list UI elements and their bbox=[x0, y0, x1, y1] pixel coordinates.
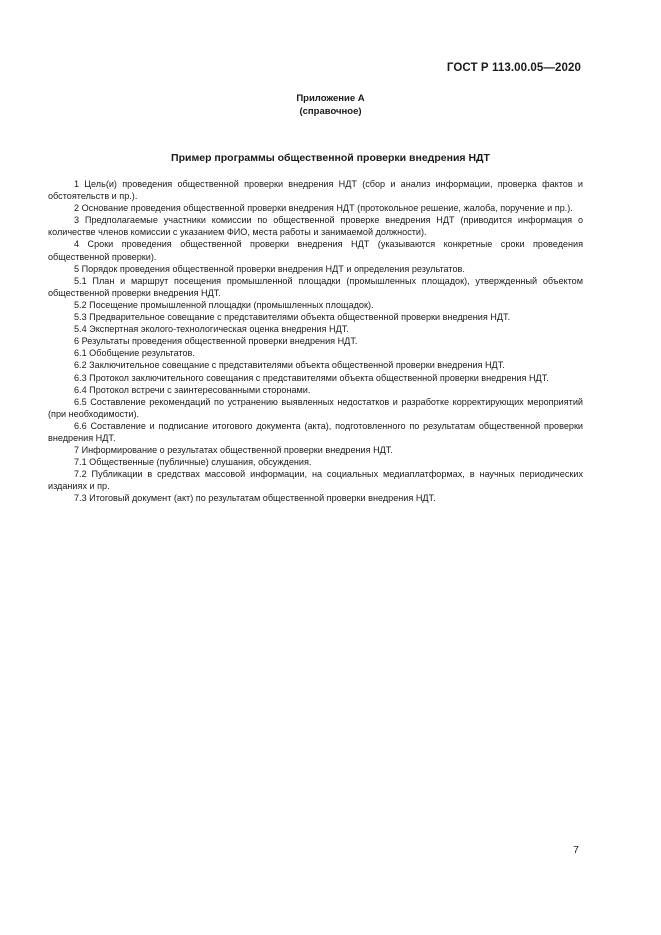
page-number: 7 bbox=[573, 844, 579, 856]
paragraph-6-3: 6.3 Протокол заключительного совещания с представителями объекта общественной проверки внедрения НДТ. bbox=[74, 372, 549, 383]
appendix-heading bbox=[0, 92, 661, 118]
paragraph-5-1: 5.1 План и маршрут посещения промышленной площадки (промышленных площадок), утвержденный объектом общественной проверки внедрения НДТ. bbox=[48, 275, 583, 298]
paragraph-6-6: 6.6 Составление и подписание итогового документа (акта), подготовленного по результатам общественной проверки внедрения НДТ. bbox=[48, 420, 583, 443]
paragraph-6-5: 6.5 Составление рекомендаций по устранению выявленных недостатков и разработке корректирующих мероприятий (при необходимости). bbox=[48, 396, 583, 419]
paragraph-5: 5 Порядок проведения общественной проверки внедрения НДТ и определения результатов. bbox=[74, 263, 465, 274]
paragraph-5-3: 5.3 Предварительное совещание с представителями объекта общественной проверки внедрения НДТ. bbox=[74, 312, 511, 323]
document-title: Пример программы общественной проверки внедрения НДТ bbox=[171, 152, 490, 164]
program-text bbox=[48, 178, 583, 505]
paragraph-7: 7 Информирование о результатах общественной проверки внедрения НДТ. bbox=[74, 445, 393, 456]
paragraph-5-4: 5.4 Экспертная эколого-технологическая оценка внедрения НДТ. bbox=[74, 324, 349, 335]
appendix-type: (справочное) bbox=[299, 106, 362, 117]
paragraph-6-4: 6.4 Протокол встречи с заинтересованными сторонами. bbox=[74, 384, 311, 395]
paragraph-5-2: 5.2 Посещение промышленной площадки (промышленных площадок). bbox=[74, 299, 374, 310]
paragraph-7-3: 7.3 Итоговый документ (акт) по результатам общественной проверки внедрения НДТ. bbox=[74, 493, 436, 504]
paragraph-6-2: 6.2 Заключительное совещание с представителями объекта общественной проверки внедрения НДТ. bbox=[74, 360, 505, 371]
standard-code: ГОСТ Р 113.00.05—2020 bbox=[446, 62, 581, 74]
appendix-label: Приложение А bbox=[296, 93, 365, 104]
paragraph-7-1: 7.1 Общественные (публичные) слушания, обсуждения. bbox=[74, 457, 312, 468]
paragraph-6-1: 6.1 Обобщение результатов. bbox=[74, 348, 195, 359]
paragraph-1: 1 Цель(и) проведения общественной проверки внедрения НДТ (сбор и анализ информации, проверка фактов и обстоятельств и пр.). bbox=[48, 179, 583, 202]
paragraph-6: 6 Результаты проведения общественной проверки внедрения НДТ. bbox=[74, 336, 358, 347]
paragraph-3: 3 Предполагаемые участники комиссии по общественной проверке внедрения НДТ (приводится информация о количестве членов комиссии с указанием ФИО, места работы и занимаемой должности). bbox=[48, 215, 583, 238]
paragraph-2: 2 Основание проведения общественной проверки внедрения НДТ (протокольное решение, жалоба, поручение и пр.). bbox=[74, 203, 573, 214]
paragraph-7-2: 7.2 Публикации в средствах массовой информации, на социальных медиаплатформах, в научных периодических изданиях и пр. bbox=[48, 469, 583, 492]
paragraph-4: 4 Сроки проведения общественной проверки внедрения НДТ (указываются конкретные сроки проведения общественной проверки). bbox=[48, 239, 583, 262]
